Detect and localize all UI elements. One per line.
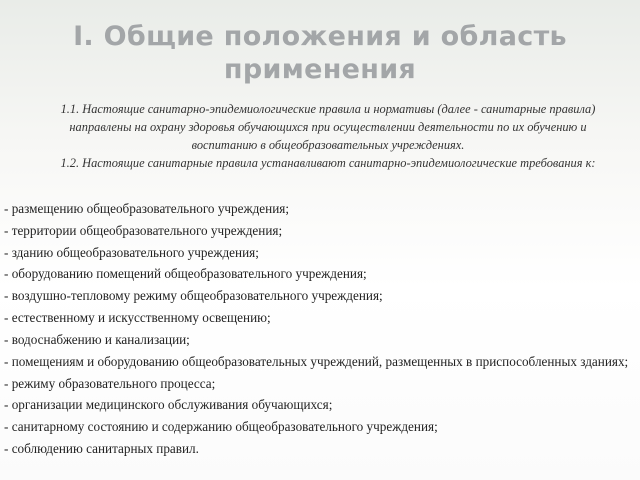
list-item: - оборудованию помещений общеобразовательного учреждения; xyxy=(4,266,367,282)
list-item: - размещению общеобразовательного учреждения; xyxy=(4,201,290,216)
list-item: - санитарному состоянию и содержанию общеобразовательного учреждения; xyxy=(4,419,438,435)
intro-paragraph-1-2: 1.2. Настоящие санитарные правила устанавливают санитарно-эпидемиологические требования к: xyxy=(60,156,596,170)
list-item: - естественному и искусственному освещению; xyxy=(4,309,271,325)
list-item: - зданию общеобразовательного учреждения; xyxy=(4,244,259,260)
list-item: - соблюдению санитарных правил. xyxy=(4,440,199,456)
requirements-list xyxy=(4,198,634,460)
list-item: - воздушно-тепловому режиму общеобразовательного учреждения; xyxy=(4,288,383,304)
list-item: - организации медицинского обслуживания обучающихся; xyxy=(4,397,333,413)
list-item: - помещениям и оборудованию общеобразовательных учреждений, размещенных в приспособленных зданиях; xyxy=(4,353,629,369)
intro-text xyxy=(38,100,618,172)
list-item: - водоснабжению и канализации; xyxy=(4,331,190,347)
intro-paragraph-1-1: 1.1. Настоящие санитарно-эпидемиологические правила и нормативы (далее - санитарные правила) направлены на охрану здоровья обучающихся при осуществлении деятельности по их обучению и воспитанию в общеобразовательных учреждениях. xyxy=(60,102,596,152)
slide-title: I. Общие положения и область применения xyxy=(73,21,567,85)
list-item: - режиму образовательного процесса; xyxy=(4,375,216,391)
list-item: - территории общеобразовательного учреждения; xyxy=(4,222,283,238)
